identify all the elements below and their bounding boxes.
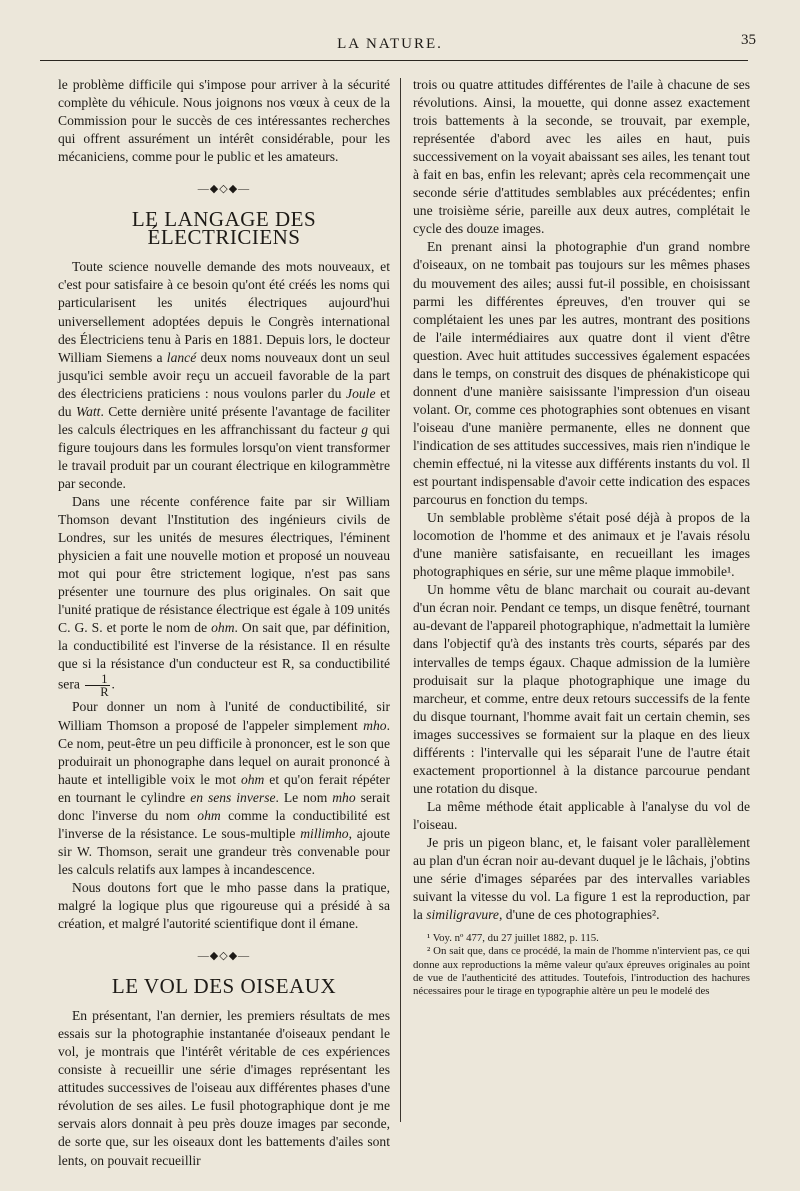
paragraph: Dans une récente conférence faite par sir William Thomson devant l'Institution des ingénieurs civils de Londres, sur les unités de mesures électriques, l'éminent physicien a fait une nouvelle motion et proposé un nouveau mot qui pour être strictement logique, n'est pas sans présenter une tournure des plus originales. On sait que l'unité pratique de résistance électrique est égale à 109 unités C. G. S. et porte le nom de ohm. On sait que, par définition, la conductibilité est l'inverse de la résistance. Il en résulte que si la résistance d'un conducteur est R, sa conductibilité sera $\frac{1}{R}$ . [58,493,390,700]
paragraph: En prenant ainsi la photographie d'un grand nombre d'oiseaux, on ne tombait pas toujours sur les mêmes phases du mouvement des ailes; aussi fut-il possible, en choisissant parmi les différentes épreuves, d'en trouver qui se complétaient les unes par les autres, montrant des positions de l'aile intermédiaires aux quatre dont il vient d'être question. Avec huit attitudes successives également espacées dans le temps, on construit des disques de phénakisticope qui donnent d'une manière saisissante l'impression d'un oiseau volant. Or, comme ces photographies sont obtenues en visant l'oiseau d'une manière permanente, elles ne donnent que l'indication de ses attitudes successives, mais rien n'indique le chemin effectué, ni la vitesse aux différents instants du vol. Il est pourtant indispensable d'avoir cette indication des espaces parcourus en fonction du temps. [413,239,750,508]
footnotes [413,932,750,998]
column-divider [400,78,401,1122]
paragraph: En présentant, l'an dernier, les premiers résultats de mes essais sur la photographie instantanée d'oiseaux pendant le vol, je montrais que l'intérêt véritable de ces expériences consiste à recueillir une série d'images représentant les attitudes successives de l'oiseau aux différentes phases d'une révolution de ses ailes. Le fusil photographique dont je me servais alors donnait à peu près douze images par seconde, de sorte que, sur les oiseaux dont les battements d'ailes sont lents, on pouvait recueillir [58,1008,390,1168]
intro-paragraph: le problème difficile qui s'impose pour arriver à la sécurité complète du véhicule. Nous joignons nos vœux à ceux de la Commission pour le succès de ces intéressantes recherches qui offrent assurément un intérêt considérable, pour les mécaniciens, comme pour le public et les amateurs. [58,77,390,165]
right-column [413,76,750,998]
running-header [40,30,756,56]
fraction-one-over-r: $\frac{1}{R}$ [85,673,109,698]
header-rule [40,60,748,61]
page-number: 35 [741,32,756,48]
paragraph: Toute science nouvelle demande des mots nouveaux, et c'est pour satisfaire à ce besoin qu'ont été créés les noms qui particularisent les unités électriques aujourd'hui universellement adoptées depuis le Congrès international des Électriciens tenu à Paris en 1881. Depuis lors, le docteur William Siemens a lancé deux noms nouveaux dont un seul jusqu'ici semble avoir reçu un accueil favorable de la part des électriciens praticiens : nous voulons parler du Joule et du Watt. Cette dernière unité présente l'avantage de faciliter les calculs électriques en les affranchissant du facteur g qui figure toujours dans les formules lorsqu'on vient transformer le travail produit par un courant électrique en kilogrammètre par seconde. [58,259,391,491]
paragraph: Nous doutons fort que le mho passe dans la pratique, malgré la logique plus que rigoureuse qui a présidé à sa création, et malgré l'autorité scientifique dont il émane. [58,879,390,932]
footnote-2: ² On sait que, dans ce procédé, la main de l'homme n'intervient pas, ce qui donne aux reproductions la même valeur qu'aux épreuves originales au point de vue de l'authenticité des attitudes. Toutefois, l'introduction des hachures nécessaires pour le tirage en typographie altère un peu le modelé des [413,945,750,998]
paragraph: Je pris un pigeon blanc, et, le faisant voler parallèlement au plan d'un écran noir au-devant duquel je le lâchais, j'obtins une série d'images séparées par des intervalles variables suivant la vitesse du vol. La figure 1 est la reproduction, par la similigravure, d'une de ces photographies². [413,834,750,923]
journal-title: LA NATURE. [337,36,443,52]
paragraph: Pour donner un nom à l'unité de conductibilité, sir William Thomson a proposé de l'appeler simplement mho. Ce nom, peut-être un peu difficile à prononcer, est le son que produirait un phonographe dans lequel on aurait prononcé à haute et intelligible voix le mot ohm et qu'on ferait répéter en tournant le cylindre en sens inverse. Le nom mho serait donc l'inverse du nom ohm comme la conductibilité est l'inverse de la résistance. Le sous-multiple millimho, ajoute sir W. Thomson, serait une grandeur très convenable pour les calculs relatifs aux lampes à incandescence. [58,699,391,877]
section-ornament: —◆◇◆— [197,950,251,963]
article-heading-oiseaux: LE VOL DES OISEAUX [111,974,337,999]
paragraph: La même méthode était applicable à l'analyse du vol de l'oiseau. [413,798,750,832]
paragraph: trois ou quatre attitudes différentes de l'aile à chacune de ses révolutions. Ainsi, la mouette, qui donne assez exactement trois battements à la seconde, se trouvait, par exemple, représentée d'abord avec les ailes en haut, puis successivement on la voyait abaissant ses ailes, les tenant tout à fait en bas, enfin les relevant; après cela recommençait une seconde série d'attitudes semblables aux précédentes; enfin une troisième série, pareille aux deux autres, complétait le cycle des douze images. [413,77,750,237]
article-heading-electriciens: LE LANGAGE DES ÉLECTRICIENS [131,207,317,250]
section-ornament: —◆◇◆— [197,183,251,196]
paragraph: Un homme vêtu de blanc marchait ou courait au-devant d'un écran noir. Pendant ce temps, un disque fenêtré, tournant au-devant de l'appareil photographique, n'admettait la lumière dans l'objectif qu'à des instants très courts, séparés par des intervalles de temps égaux. Chaque admission de la lumière produisait sur la plaque photographique une image du marcheur, et comme, entre deux retours successifs de la fente du disque tournant, l'homme avait fait un certain chemin, ses images successives se formaient sur la plaque en des lieux différents : l'intervalle qui les séparait l'une de l'autre était exactement proportionnel à la distance parcourue pendant une rotation du disque. [413,582,750,796]
left-column [58,76,390,1170]
paragraph: Un semblable problème s'était posé déjà à propos de la locomotion de l'homme et des animaux et je l'avais résolu d'une manière satisfaisante, en recueillant les images photographiques en série, sur une même plaque immobile¹. [413,510,750,580]
footnote-1: ¹ Voy. nº 477, du 27 juillet 1882, p. 115. [427,932,599,945]
